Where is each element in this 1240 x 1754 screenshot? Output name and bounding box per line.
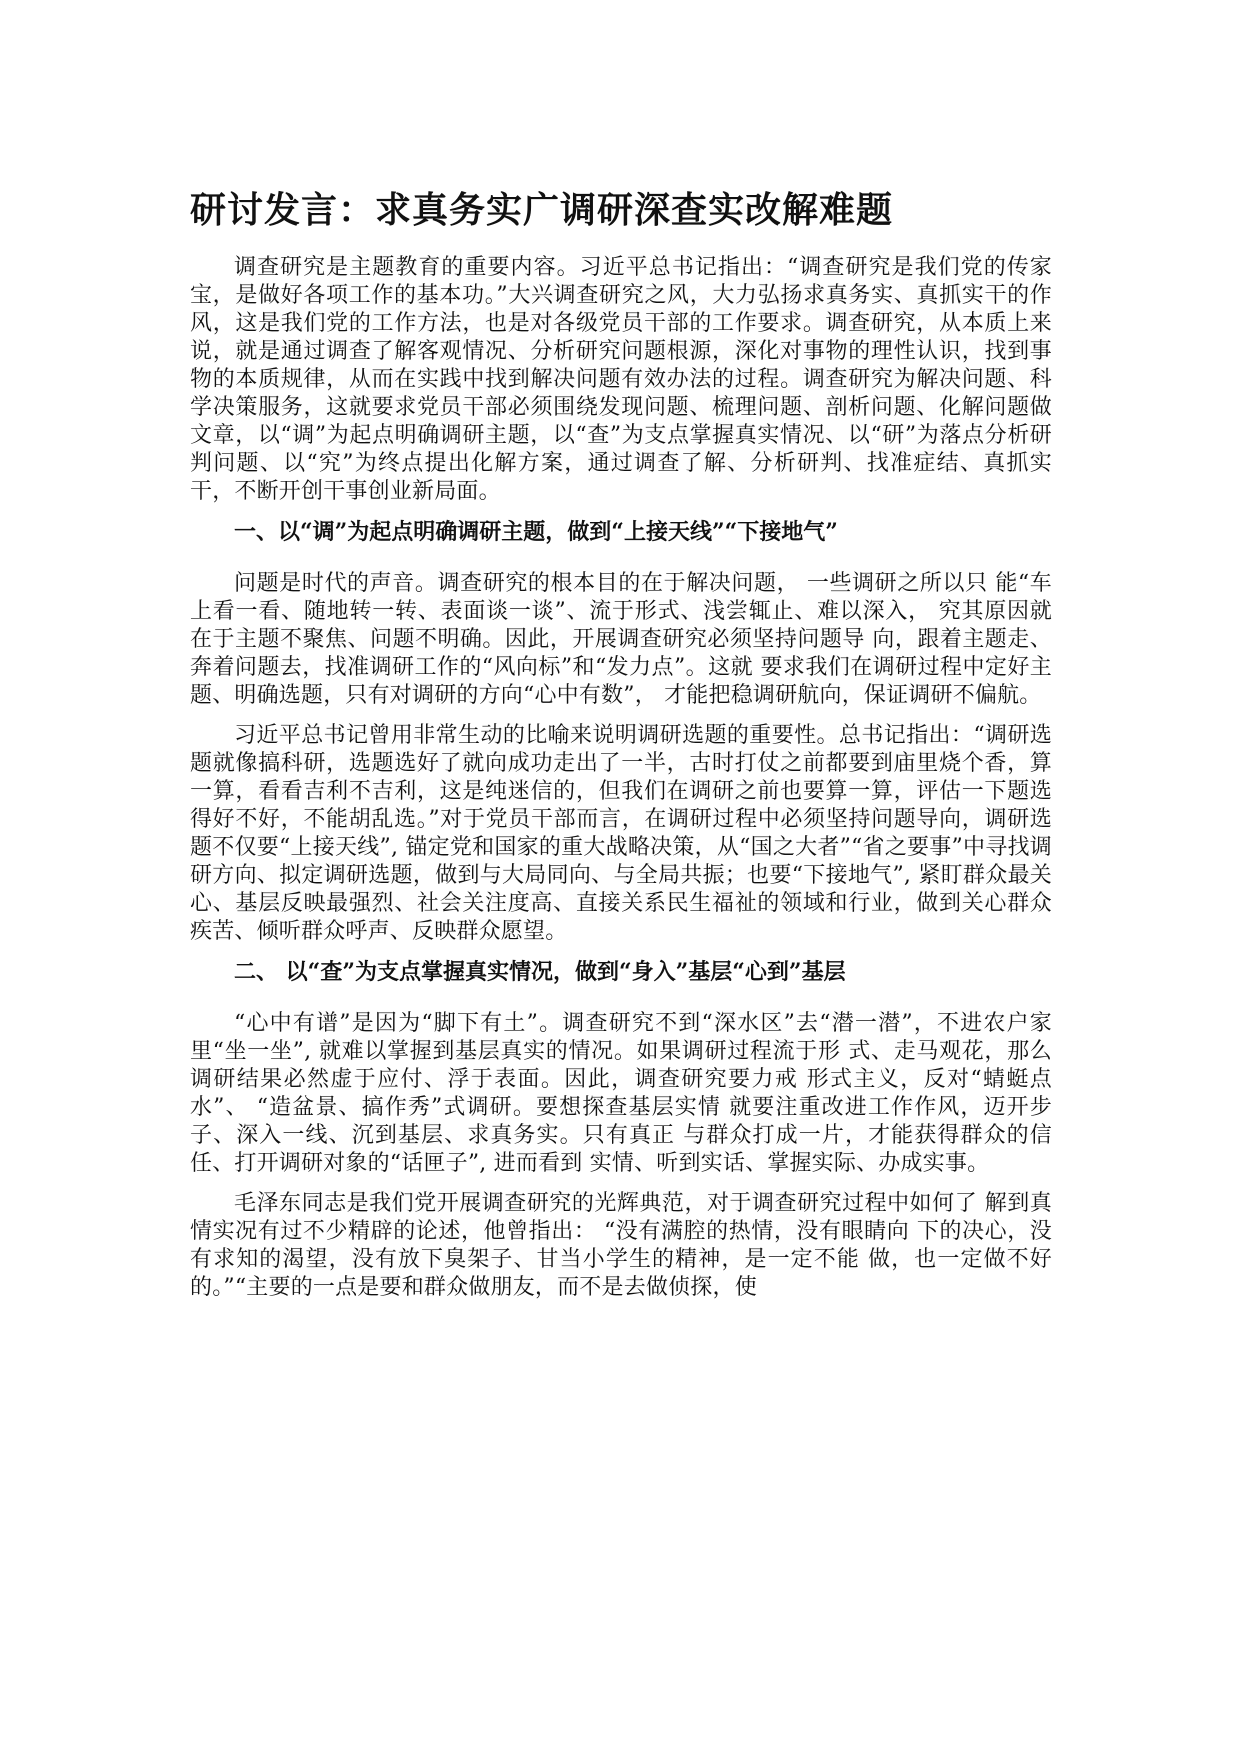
paragraph-intro: 调查研究是主题教育的重要内容。习近平总书记指出：“调查研究是我们党的传家宝，是做好各项工作的基本功。”大兴调查研究之风，大力弘扬求真务实、真抓实干的作风，这是我们党的工作方法，也是对各级党员干部的工作要求。调查研究，从本质上来说，就是通过调查了解客观情况、分析研究问题根源，深化对事物的理性认识，找到事物的本质规律，从而在实践中找到解决问题有效办法的过程。调查研究为解决问题、科学决策服务，这就要求党员干部必须围绕发现问题、梳理问题、剖析问题、化解问题做文章，以“调”为起点明确调研主题，以“查”为支点掌握真实情况、以“研”为落点分析研判问题、以“究”为终点提出化解方案，通过调查了解、分析研判、找准症结、真抓实干，不断开创干事创业新局面。 (190, 255, 1052, 504)
section-heading-1: 一、以“调”为起点明确调研主题，做到“上接天线”“下接地气” (234, 519, 838, 545)
document-page (190, 186, 1052, 1314)
document-title: 研讨发言：求真务实广调研深查实改解难题 (190, 189, 894, 231)
paragraph-3: “心中有谱”是因为“脚下有土”。调查研究不到“深水区”去“潜一潜”，不进农户家里“坐一坐”, 就难以掌握到基层真实的情况。如果调研过程流于形 式、走马观花，那么调研结果必然虚于应付、浮于表面。因此，调查研究要力戒 形式主义，反对“蜻蜓点水”、 “造盆景、搞作秀”式调研。要想探查基层实情 就要注重改进工作作风，迈开步子、深入一线、沉到基层、求真务实。只有真正 与群众打成一片，才能获得群众的信任、打开调研对象的“话匣子”, 进而看到 实情、听到实话、掌握实际、办成实事。 (190, 1011, 1052, 1176)
paragraph-2: 习近平总书记曾用非常生动的比喻来说明调研选题的重要性。总书记指出：“调研选题就像搞科研，选题选好了就向成功走出了一半，古时打仗之前都要到庙里烧个香，算一算，看看吉利不吉利，这是纯迷信的，但我们在调研之前也要算一算，评估一下题选得好不好，不能胡乱选。”对于党员干部而言，在调研过程中必须坚持问题导向，调研选题不仅要“上接天线”, 锚定党和国家的重大战略决策，从“国之大者”“省之要事”中寻找调研方向、拟定调研选题，做到与大局同向、与全局共振；也要“下接地气”, 紧盯群众最关心、基层反映最强烈、社会关注度高、直接关系民生福祉的领域和行业，做到关心群众疾苦、倾听群众呼声、反映群众愿望。 (190, 723, 1052, 944)
paragraph-1: 问题是时代的声音。调查研究的根本目的在于解决问题， 一些调研之所以只 能“车上看一看、随地转一转、表面谈一谈”、流于形式、浅尝辄止、难以深入， 究其原因就在于主题不聚焦、问题不明确。因此，开展调查研究必须坚持问题导 向，跟着主题走、奔着问题去，找准调研工作的“风向标”和“发力点”。这就 要求我们在调研过程中定好主题、明确选题，只有对调研的方向“心中有数”， 才能把稳调研航向，保证调研不偏航。 (190, 571, 1052, 708)
paragraph-4: 毛泽东同志是我们党开展调查研究的光辉典范，对于调查研究过程中如何了 解到真情实况有过不少精辟的论述，他曾指出： “没有满腔的热情，没有眼睛向 下的决心，没有求知的渴望，没有放下臭架子、甘当小学生的精神，是一定不能 做，也一定做不好的。”“主要的一点是要和群众做朋友，而不是去做侦探，使 (190, 1191, 1052, 1300)
section-heading-2: 二、 以“查”为支点掌握真实情况，做到“身入”基层“心到”基层 (234, 959, 846, 985)
